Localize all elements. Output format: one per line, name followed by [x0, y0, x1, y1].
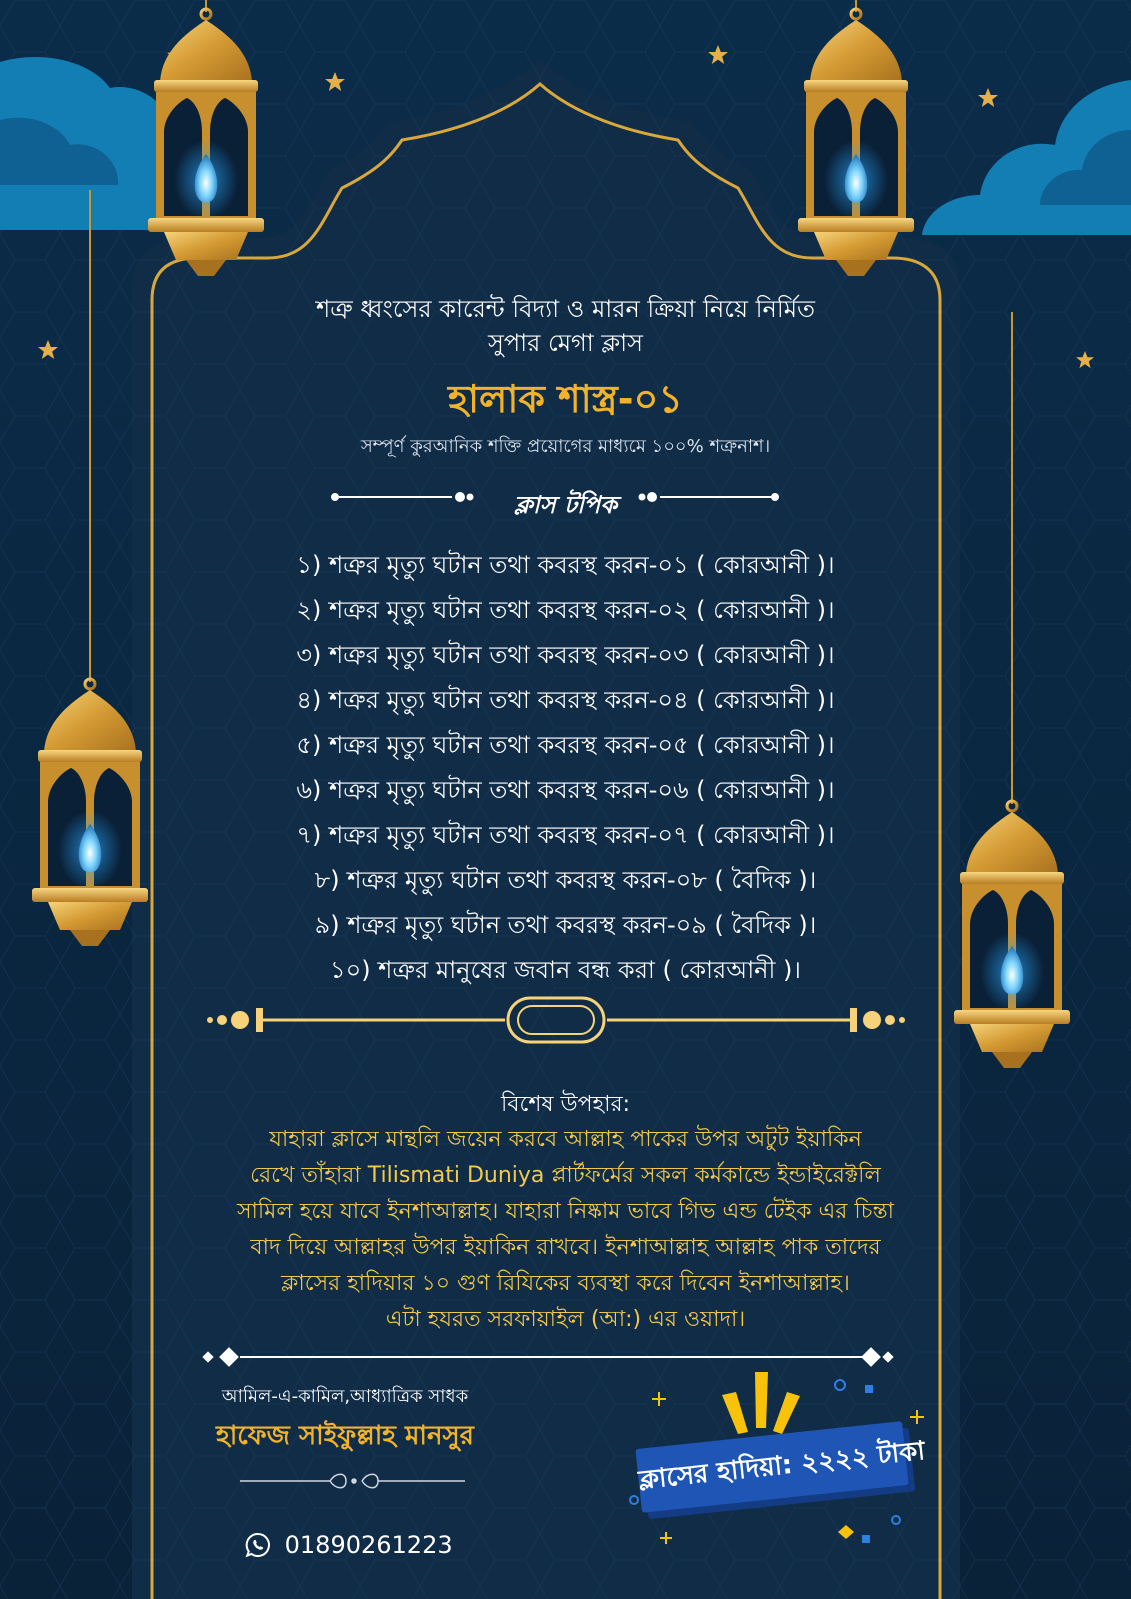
gift-line: সামিল হয়ে যাবে ইনশাআল্লাহ। যাহারা নিষ্কাম ভাবে গিভ এন্ড টেইক এর চিন্তা: [236, 1199, 895, 1224]
topic-item: ৭) শত্রুর মৃত্যু ঘটান তথা কবরস্থ করন-০৭ ( কোরআনী )।: [296, 821, 835, 849]
whatsapp-icon: [245, 1532, 271, 1558]
topic-item: ৮) শত্রুর মৃত্যু ঘটান তথা কবরস্থ করন-০৮ ( বৈদিক )।: [314, 866, 817, 894]
contact-phone[interactable]: [245, 1527, 453, 1561]
topic-item: ১০) শত্রুর মানুষের জবান বন্ধ করা ( কোরআনী )।: [330, 956, 801, 984]
tagline: সম্পূর্ণ কুরআনিক শক্তি প্রয়োগের মাধ্যমে ১০০% শত্রুনাশ।: [360, 436, 771, 457]
gift-line: ক্লাসের হাদিয়ার ১০ গুণ রিযিকের ব্যবস্থা করে দিবেন ইনশাআল্লাহ।: [281, 1271, 850, 1296]
phone-number: 01890261223: [284, 1531, 453, 1559]
gift-line: এটা হযরত সরফায়াইল (আ:) এর ওয়াদা।: [385, 1307, 746, 1332]
intro-text: [0, 292, 1131, 360]
intro-line-1: শত্রু ধ্বংসের কারেন্ট বিদ্যা ও মারন ক্রিয়া নিয়ে নির্মিত: [315, 295, 816, 323]
topic-item: ৬) শত্রুর মৃত্যু ঘটান তথা কবরস্থ করন-০৬ ( কোরআনী )।: [296, 776, 835, 804]
topic-item: ১) শত্রুর মৃত্যু ঘটান তথা কবরস্থ করন-০১ ( কোরআনী )।: [296, 551, 835, 579]
topic-item: ৩) শত্রুর মৃত্যু ঘটান তথা কবরস্থ করন-০৩ ( কোরআনী )।: [296, 641, 835, 669]
author-title: আমিল-এ-কামিল,আধ্যাত্রিক সাধক: [221, 1386, 469, 1407]
gift-heading: বিশেষ উপহার:: [500, 1092, 631, 1117]
topic-item: ৪) শত্রুর মৃত্যু ঘটান তথা কবরস্থ করন-০৪ ( কোরআনী )।: [296, 686, 835, 714]
main-title: হালাক শাস্ত্র-০১: [448, 377, 683, 421]
gift-line: যাহারা ক্লাসে মান্থলি জয়েন করবে আল্লাহ পাকের উপর অটুট ইয়াকিন: [269, 1127, 862, 1152]
gift-line: রেখে তাঁহারা Tilismati Duniya প্লার্টফর্মের সকল কর্মকান্ডে ইন্ডাইরেক্টলি: [250, 1163, 881, 1188]
gift-line: বাদ দিয়ে আল্লাহর উপর ইয়াকিন রাখবে। ইনশাআল্লাহ আল্লাহ পাক তাদের: [250, 1235, 881, 1260]
price-text: ক্লাসের হাদিয়া: ২২২২ টাকা: [637, 1436, 927, 1496]
gift-text: [0, 1122, 1131, 1338]
topic-item: ৯) শত্রুর মৃত্যু ঘটান তথা কবরস্থ করন-০৯ ( বৈদিক )।: [314, 911, 817, 939]
author-name: হাফেজ সাইফুল্লাহ মানসুর: [216, 1421, 474, 1451]
topics-heading: ক্লাস টপিক: [514, 491, 617, 519]
intro-line-2: সুপার মেগা ক্লাস: [488, 329, 643, 357]
topics-list: [0, 543, 1131, 993]
topic-item: ৫) শত্রুর মৃত্যু ঘটান তথা কবরস্থ করন-০৫ ( কোরআনী )।: [296, 731, 835, 759]
topic-item: ২) শত্রুর মৃত্যু ঘটান তথা কবরস্থ করন-০২ ( কোরআনী )।: [296, 596, 835, 624]
